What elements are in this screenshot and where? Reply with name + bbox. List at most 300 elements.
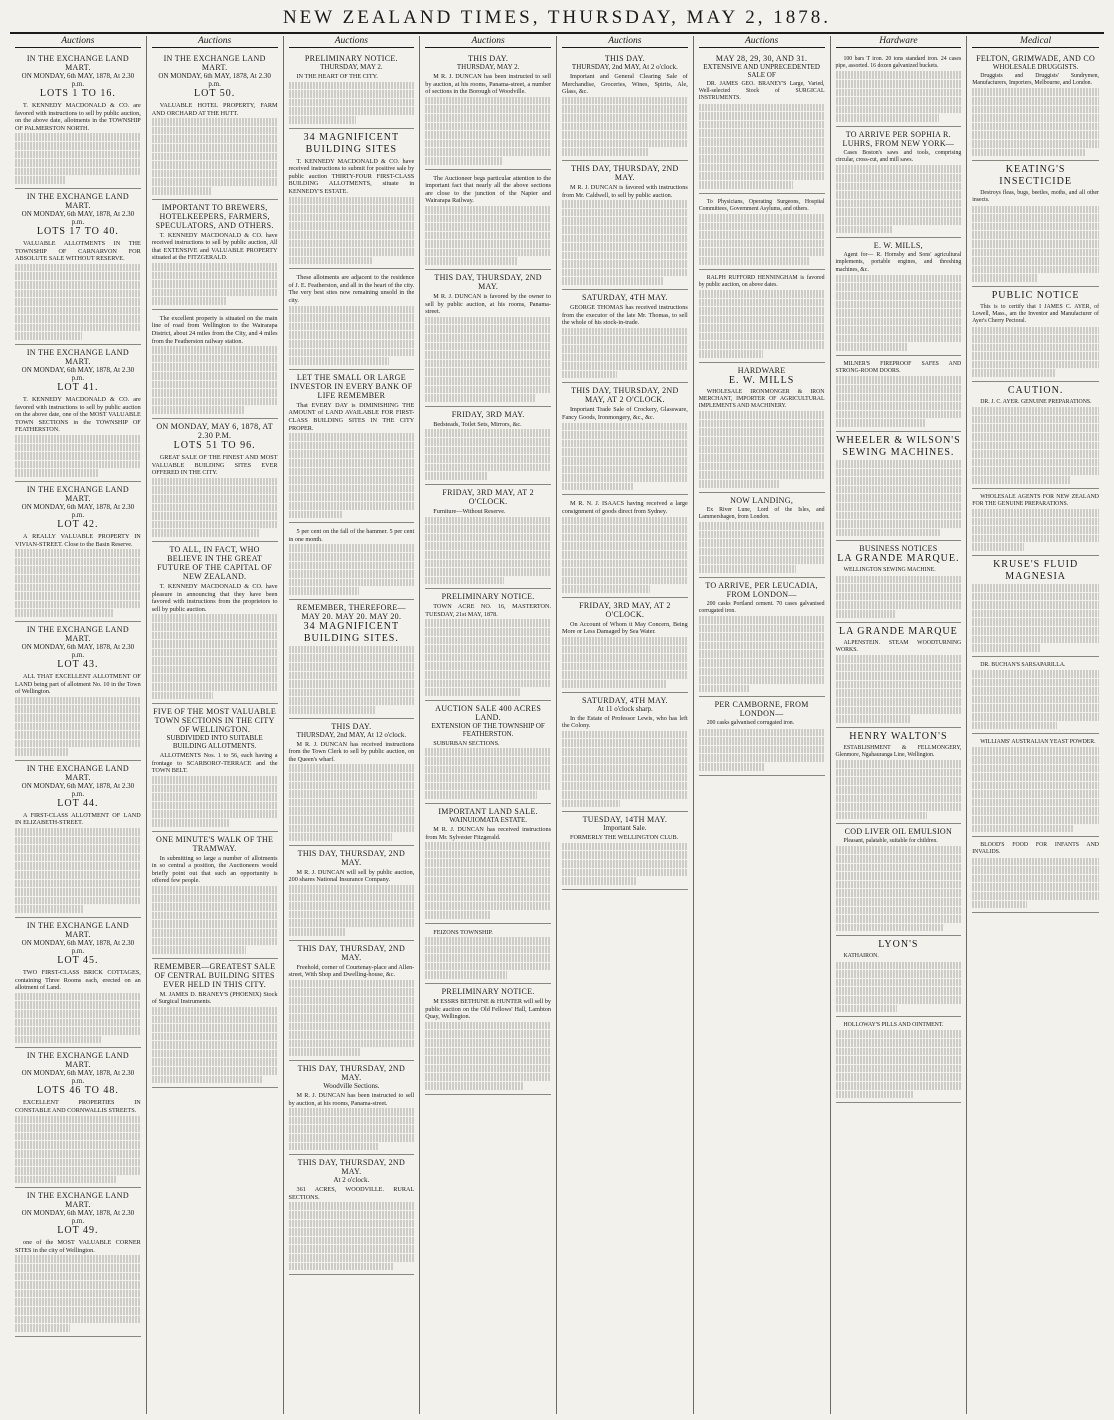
- small-print-line: [699, 316, 825, 324]
- ad-body: Pleasant, palatable, suitable for children.: [843, 838, 938, 845]
- ad-heading: FIVE OF THE MOST VALUABLE TOWN SECTIONS IN THE CITY OF WELLINGTON.: [153, 707, 277, 735]
- small-print-line: [152, 1016, 278, 1024]
- small-print-line: [289, 99, 415, 107]
- advertisement: [15, 1048, 141, 1188]
- small-print-line: [425, 386, 551, 394]
- column-5: [557, 36, 694, 1414]
- advertisement: [699, 493, 825, 578]
- small-print-line: [699, 642, 825, 650]
- small-print-line: [425, 894, 551, 902]
- ad-body: Druggists and Druggists' Sundrymen, Manufacturers, Importers, Melbourne, and London.: [972, 73, 1099, 87]
- small-print-line: [15, 444, 141, 452]
- small-print-line: [15, 1116, 141, 1124]
- small-print-line: [152, 912, 278, 920]
- small-print-line: [972, 816, 1099, 824]
- advertisement: [425, 51, 551, 170]
- small-print-line: [15, 731, 141, 739]
- small-print-line: [836, 191, 962, 199]
- small-print-line: [836, 89, 962, 97]
- ad-title: LA GRANDE MARQUE.: [837, 553, 960, 565]
- small-print-line: [15, 1141, 141, 1149]
- ad-heading: IN THE EXCHANGE LAND MART.: [163, 54, 266, 72]
- small-print-line: [562, 646, 688, 654]
- small-print-line: [152, 776, 278, 784]
- small-print-line: [425, 963, 551, 971]
- small-print-line: [562, 209, 688, 217]
- ad-body: These allotments are adjacent to the residence of J. E. Featherston, and all in the heart of the city. The very best sites now remaining unsold in the city.: [288, 274, 415, 305]
- small-print-line: [15, 1027, 141, 1035]
- small-print-line: [699, 164, 825, 172]
- ad-body: Agent for— R. Hornsby and Sons' agricultural implements, portable engines, and threshing machines, &c.: [835, 252, 962, 273]
- small-print-line: [425, 619, 551, 627]
- small-print-line: [289, 197, 415, 205]
- small-print-line: [972, 627, 1099, 635]
- small-print-line: [15, 1307, 141, 1315]
- advertisement: [15, 622, 141, 761]
- advertisement: [425, 701, 551, 804]
- ad-heading: PRELIMINARY NOTICE.: [441, 987, 535, 997]
- ad-body: 5 per cent on the fall of the hammer. 5 per cent in one month.: [288, 528, 415, 543]
- small-print-line: [15, 1264, 141, 1272]
- small-print-line: [289, 90, 415, 98]
- ad-title: PUBLIC NOTICE: [991, 289, 1080, 301]
- column-8: [967, 36, 1104, 1414]
- small-print-line: [425, 105, 551, 113]
- small-print-line: [152, 623, 278, 631]
- small-print-line: [562, 235, 688, 243]
- small-print-line: [836, 907, 962, 915]
- ad-body: Important and General Clearing Sale of Merchandise, Groceries, Wines, Spirits, Ale, Glass, &c.: [562, 73, 688, 96]
- small-print-line: [425, 438, 551, 446]
- small-print-line: [699, 411, 825, 419]
- small-print-line: [289, 1023, 415, 1031]
- ad-title: LA GRANDE MARQUE: [838, 625, 958, 637]
- small-print-line: [425, 148, 551, 156]
- small-print-line: [562, 748, 688, 756]
- small-print-line: [562, 354, 688, 362]
- small-print-line: [15, 880, 141, 888]
- small-print-line: [15, 1133, 141, 1141]
- small-print-line: [562, 328, 688, 336]
- advertisement: [425, 407, 551, 485]
- ad-heading: THIS DAY, THURSDAY, 2ND MAY, AT 2 O'CLOCK.: [571, 386, 679, 405]
- small-print-line: [152, 938, 278, 946]
- small-print-line: [836, 881, 962, 889]
- small-print-line: [152, 1058, 278, 1066]
- small-print-line: [152, 153, 278, 161]
- small-print-line: [15, 854, 141, 862]
- ad-heading: TO ARRIVE, PER LEUCADIA, FROM LONDON—: [705, 580, 818, 599]
- small-print-line: [972, 636, 1099, 644]
- small-print-line: [289, 902, 415, 910]
- small-print-line: [836, 987, 962, 995]
- ad-body: Cases Boston's saws and tools, comprising circular, cross-cut, and mill saws.: [835, 149, 962, 164]
- small-print-line: [699, 428, 825, 436]
- small-print-line: [699, 685, 749, 693]
- small-print-line: [836, 924, 944, 932]
- small-print-line: [836, 812, 928, 820]
- small-print-line: [972, 773, 1099, 781]
- ad-heading: ON MONDAY, MAY 6, 1878, AT 2.30 P.M.: [156, 422, 273, 440]
- small-print-line: [562, 654, 688, 662]
- small-print-line: [836, 915, 962, 923]
- advertisement: [289, 719, 415, 846]
- small-print-line: [972, 257, 1099, 265]
- small-print-line: [152, 632, 278, 640]
- small-print-line: [562, 217, 688, 225]
- ad-body: That EVERY DAY is DIMINISHING THE AMOUNT of LAND AVAILABLE FOR FIRST-CLASS BUILDING SITES IN THE CITY PROPER.: [288, 401, 415, 432]
- small-print-line: [836, 1091, 914, 1099]
- small-print-line: [289, 493, 415, 501]
- ad-title: KEATING'S INSECTICIDE: [999, 164, 1072, 188]
- small-print-line: [425, 954, 551, 962]
- advertisement: [836, 936, 962, 1017]
- small-print-line: [289, 816, 415, 824]
- small-print-line: [972, 123, 1099, 131]
- small-print-line: [425, 131, 551, 139]
- ad-subheading: WAINUIOMATA ESTATE.: [449, 815, 528, 824]
- small-print-line: [425, 447, 551, 455]
- ad-heading: FELTON, GRIMWADE, AND CO: [976, 54, 1096, 63]
- advertisement: [972, 161, 1099, 287]
- advertisement: [152, 959, 278, 1089]
- small-print-line: [152, 512, 278, 520]
- small-print-line: [289, 663, 415, 671]
- small-print-line: [972, 266, 1099, 274]
- advertisement: [152, 832, 278, 959]
- small-print-line: [425, 946, 551, 954]
- ad-title: KRUSE'S FLUID MAGNESIA: [993, 559, 1079, 582]
- ad-body: M R. J. DUNCAN is favored with instructions from Mr. Caldwell, to sell by public auction.: [562, 183, 688, 199]
- small-print-line: [562, 466, 688, 474]
- column-heading: Auctions: [152, 36, 278, 48]
- small-print-line: [425, 654, 551, 662]
- ad-body: To Physicians, Operating Surgeons, Hospital Committees, Government Asylums, and others.: [698, 198, 825, 212]
- small-print-line: [152, 263, 278, 271]
- advertisement: [836, 728, 962, 825]
- small-print-line: [15, 1324, 70, 1332]
- advertisement: [289, 523, 415, 600]
- small-print-line: [425, 394, 534, 402]
- small-print-line: [972, 240, 1099, 248]
- small-print-line: [289, 672, 415, 680]
- small-print-line: [699, 307, 825, 315]
- small-print-line: [836, 486, 962, 494]
- ad-heading: TO ARRIVE PER SOPHIA R. LUHRS, FROM NEW YORK—: [842, 129, 955, 148]
- advertisement: [836, 824, 962, 936]
- masthead: NEW ZEALAND TIMES, THURSDAY, MAY 2, 1878.: [282, 7, 832, 28]
- small-print-line: [836, 106, 962, 114]
- ad-heading: PRELIMINARY NOTICE.: [304, 54, 398, 63]
- small-print-line: [152, 127, 278, 135]
- small-print-line: [425, 455, 551, 463]
- small-print-line: [425, 1039, 551, 1047]
- ad-heading: THIS DAY.: [331, 721, 372, 731]
- small-print-line: [562, 269, 688, 277]
- ad-body: RALPH RUFFORD HENNINGHAM is favored by public auction, on above dates.: [698, 274, 825, 288]
- small-print-line: [289, 782, 415, 790]
- small-print-line: [562, 877, 636, 885]
- small-print-line: [972, 747, 1099, 755]
- small-print-line: [15, 897, 141, 905]
- advertisement: [836, 1017, 962, 1103]
- small-print-line: [699, 737, 825, 745]
- small-print-line: [425, 1065, 551, 1073]
- small-print-line: [15, 1290, 141, 1298]
- small-print-line: [425, 317, 551, 325]
- small-print-line: [972, 790, 1099, 798]
- small-print-line: [425, 577, 504, 585]
- small-print-line: [836, 114, 939, 122]
- small-print-line: [836, 698, 962, 706]
- small-print-line: [836, 318, 962, 326]
- small-print-line: [289, 799, 415, 807]
- advertisement: [972, 382, 1099, 489]
- small-print-line: [152, 135, 278, 143]
- small-print-line: [15, 142, 141, 150]
- small-print-line: [836, 1005, 898, 1013]
- small-print-line: [152, 819, 230, 827]
- small-print-line: [562, 525, 688, 533]
- small-print-line: [836, 208, 962, 216]
- ad-heading: THIS DAY, THURSDAY, 2ND MAY.: [571, 163, 679, 182]
- ad-body: VALUABLE ALLOTMENTS IN THE TOWNSHIP OF CARNARVON FOR ABSOLUTE SALE WITHOUT RESERVE.: [15, 239, 141, 263]
- small-print-line: [836, 962, 962, 970]
- small-print-line: [425, 568, 551, 576]
- small-print-line: [562, 517, 688, 525]
- ad-heading: IN THE EXCHANGE LAND MART.: [26, 624, 129, 643]
- advertisement: [152, 200, 278, 310]
- small-print-line: [425, 429, 551, 437]
- advertisement: [836, 623, 962, 728]
- small-print-line: [289, 1211, 415, 1219]
- small-print-line: [699, 556, 825, 564]
- small-print-line: [152, 504, 278, 512]
- small-print-line: [152, 810, 278, 818]
- small-print-line: [152, 398, 278, 406]
- small-print-line: [836, 855, 962, 863]
- small-print-line: [562, 869, 688, 877]
- small-print-line: [289, 997, 415, 1005]
- small-print-line: [289, 825, 415, 833]
- small-print-line: [836, 979, 962, 987]
- small-print-line: [836, 689, 962, 697]
- small-print-line: [425, 551, 551, 559]
- ad-title: E. W. MILLS: [728, 374, 795, 386]
- small-print-line: [562, 663, 688, 671]
- advertisement: [15, 918, 141, 1048]
- ad-heading: THIS DAY, THURSDAY, 2ND MAY.: [297, 943, 406, 962]
- small-print-line: [425, 937, 551, 945]
- small-print-line: [425, 343, 551, 351]
- small-print-line: [562, 731, 688, 739]
- small-print-line: [562, 800, 620, 808]
- small-print-line: [836, 97, 962, 105]
- small-print-line: [152, 346, 278, 354]
- ad-heading: E. W. MILLS,: [873, 241, 923, 251]
- ad-heading: LET THE SMALL OR LARGE INVESTOR IN EVERY BANK OF LIFE REMEMBER: [290, 372, 413, 400]
- small-print-line: [289, 214, 415, 222]
- small-print-line: [972, 361, 1099, 369]
- ad-body: ALL THAT EXCELLENT ALLOTMENT OF LAND being part of allotment No. 10 in the Town of Wellington.: [15, 672, 141, 696]
- small-print-line: [972, 722, 1057, 730]
- small-print-line: [699, 616, 825, 624]
- ad-body: Freehold, corner of Courtenay-place and Allen-street, With Shop and Dwelling-house, &c.: [288, 963, 415, 979]
- small-print-line: [152, 895, 278, 903]
- small-print-line: [289, 314, 415, 322]
- ad-subheading: ON MONDAY, 6th MAY, 1878, At 2.30 p.m.: [21, 781, 135, 798]
- advertisement: [425, 170, 551, 271]
- column-4: [420, 36, 557, 1414]
- small-print-line: [425, 885, 551, 893]
- small-print-line: [699, 324, 825, 332]
- advertisement: [289, 129, 415, 270]
- small-print-line: [289, 1245, 415, 1253]
- small-print-line: [972, 442, 1099, 450]
- ad-heading: SATURDAY, 4TH MAY.: [581, 695, 668, 705]
- small-print-line: [15, 845, 141, 853]
- small-print-line: [836, 864, 962, 872]
- small-print-line: [289, 680, 415, 688]
- ad-body: M ESSRS BETHUNE & HUNTER will sell by public auction on the Old Fellows' Hall, Lambton Quay, Wellington.: [425, 998, 551, 1021]
- small-print-line: [562, 226, 688, 234]
- small-print-line: [152, 363, 278, 371]
- small-print-line: [425, 1030, 551, 1038]
- small-print-line: [289, 433, 415, 441]
- small-print-line: [699, 248, 825, 256]
- small-print-line: [699, 341, 825, 349]
- small-print-line: [425, 249, 551, 257]
- ad-heading: HARDWARE: [737, 365, 786, 375]
- small-print-line: [152, 903, 278, 911]
- small-print-line: [425, 472, 488, 480]
- advertisement: [836, 127, 962, 238]
- small-print-line: [972, 509, 1099, 517]
- ad-body: M R. J. DUNCAN is favored by the owner to sell by public auction, at his rooms, Panama-street.: [425, 293, 551, 316]
- small-print-line: [836, 217, 962, 225]
- small-print-line: [289, 306, 415, 314]
- small-print-line: [289, 450, 415, 458]
- small-print-line: [562, 774, 688, 782]
- small-print-line: [425, 360, 551, 368]
- small-print-line: [289, 885, 415, 893]
- small-print-line: [836, 200, 962, 208]
- small-print-line: [562, 671, 688, 679]
- small-print-line: [699, 650, 825, 658]
- small-print-line: [152, 683, 278, 691]
- ad-heading: TUESDAY, 14TH MAY.: [582, 815, 668, 825]
- small-print-line: [289, 553, 415, 561]
- ad-body: IN THE HEART OF THE CITY.: [296, 73, 378, 80]
- small-print-line: [289, 1125, 415, 1133]
- small-print-line: [972, 713, 1099, 721]
- small-print-line: [152, 521, 278, 529]
- small-print-line: [972, 407, 1099, 415]
- small-print-line: [152, 640, 278, 648]
- small-print-line: [289, 654, 415, 662]
- small-print-line: [972, 450, 1099, 458]
- small-print-line: [836, 1065, 962, 1073]
- ad-body: MILNER'S FIREPROOF SAFES AND STRONG-ROOM DOORS.: [835, 361, 962, 375]
- small-print-line: [972, 618, 1099, 626]
- small-print-line: [972, 901, 1027, 909]
- small-print-line: [15, 828, 141, 836]
- column-heading: Auctions: [289, 36, 415, 48]
- small-print-line: [15, 993, 141, 1001]
- ad-body: VALUABLE HOTEL PROPERTY, FARM AND ORCHARD AT THE HUTT.: [151, 102, 278, 117]
- small-print-line: [562, 791, 688, 799]
- ad-heading: MAY 28, 29, 30, AND 31.: [715, 54, 808, 63]
- small-print-line: [562, 851, 688, 859]
- small-print-line: [699, 257, 810, 265]
- small-print-line: [15, 1001, 141, 1009]
- small-print-line: [15, 281, 141, 289]
- small-print-line: [836, 777, 962, 785]
- advertisement: [562, 290, 688, 383]
- ad-subheading: Woodville Sections.: [323, 1082, 380, 1091]
- small-print-line: [836, 226, 893, 234]
- small-print-line: [972, 807, 1099, 815]
- small-print-line: [15, 298, 141, 306]
- ad-body: T. KENNEDY MACDONALD & CO. are favored with instructions to sell by public auction on the above date, one of the MOST VALUABLE TOWN SECTIONS in the TOWNSHIP OF FEATHERSTON.: [15, 396, 141, 434]
- ad-body: T. KENNEDY MACDONALD & CO. have received instructions to sell by public auction, All that EXTENSIVE and VALUABLE PROPERTY situated at the FITZGERALD.: [151, 231, 278, 262]
- ad-body: This is to certify that I JAMES C. AYER, of Lowell, Mass., am the Inventor and Manufacturer of Ayer's Cherry Pectoral.: [972, 303, 1099, 325]
- ad-heading: IN THE EXCHANGE LAND MART.: [26, 485, 129, 503]
- small-print-line: [699, 104, 825, 112]
- small-print-line: [289, 357, 390, 365]
- small-print-line: [562, 148, 648, 156]
- small-print-line: [972, 369, 1054, 377]
- small-print-line: [836, 889, 962, 897]
- small-print-line: [562, 568, 688, 576]
- small-print-line: [699, 299, 825, 307]
- small-print-line: [836, 183, 962, 191]
- ad-heading: IN THE EXCHANGE LAND MART.: [26, 54, 129, 72]
- advertisement: [972, 837, 1099, 913]
- ad-body: FEIZONS TOWNSHIP.: [433, 928, 493, 936]
- advertisement: [836, 432, 962, 541]
- ad-title: LOT 50.: [193, 88, 236, 99]
- ad-body: TWO FIRST-CLASS BRICK COTTAGES, containing Three Rooms each, erected on an allotment of Land.: [15, 969, 141, 992]
- small-print-line: [289, 485, 415, 493]
- small-print-line: [425, 157, 502, 165]
- small-print-line: [152, 170, 278, 178]
- ad-body: M R. J. DUNCAN has been instructed to sell by auction, at his rooms, Panama-street.: [288, 1092, 415, 1107]
- small-print-line: [562, 336, 688, 344]
- small-print-line: [836, 655, 962, 663]
- small-print-line: [289, 511, 343, 519]
- ad-title: LOTS 1 TO 16.: [39, 88, 116, 99]
- column-2: [147, 36, 284, 1414]
- small-print-line: [289, 257, 373, 265]
- column-heading: Auctions: [15, 36, 141, 48]
- advertisement: [15, 482, 141, 622]
- small-print-line: [15, 307, 141, 315]
- small-print-line: [562, 560, 688, 568]
- small-print-line: [289, 1108, 415, 1116]
- small-print-line: [699, 350, 763, 358]
- small-print-line: [699, 480, 779, 488]
- small-print-line: [152, 178, 278, 186]
- small-print-line: [836, 71, 962, 79]
- small-print-line: [425, 757, 551, 765]
- ad-body: GEORGE THOMAS has received instructions from the executor of the late Mr. Thomas, to sell the whole of his stock-in-trade.: [562, 304, 688, 327]
- small-print-line: [972, 424, 1099, 432]
- small-print-line: [289, 340, 415, 348]
- column-1: [10, 36, 147, 1414]
- small-print-line: [425, 334, 551, 342]
- small-print-line: [289, 570, 415, 578]
